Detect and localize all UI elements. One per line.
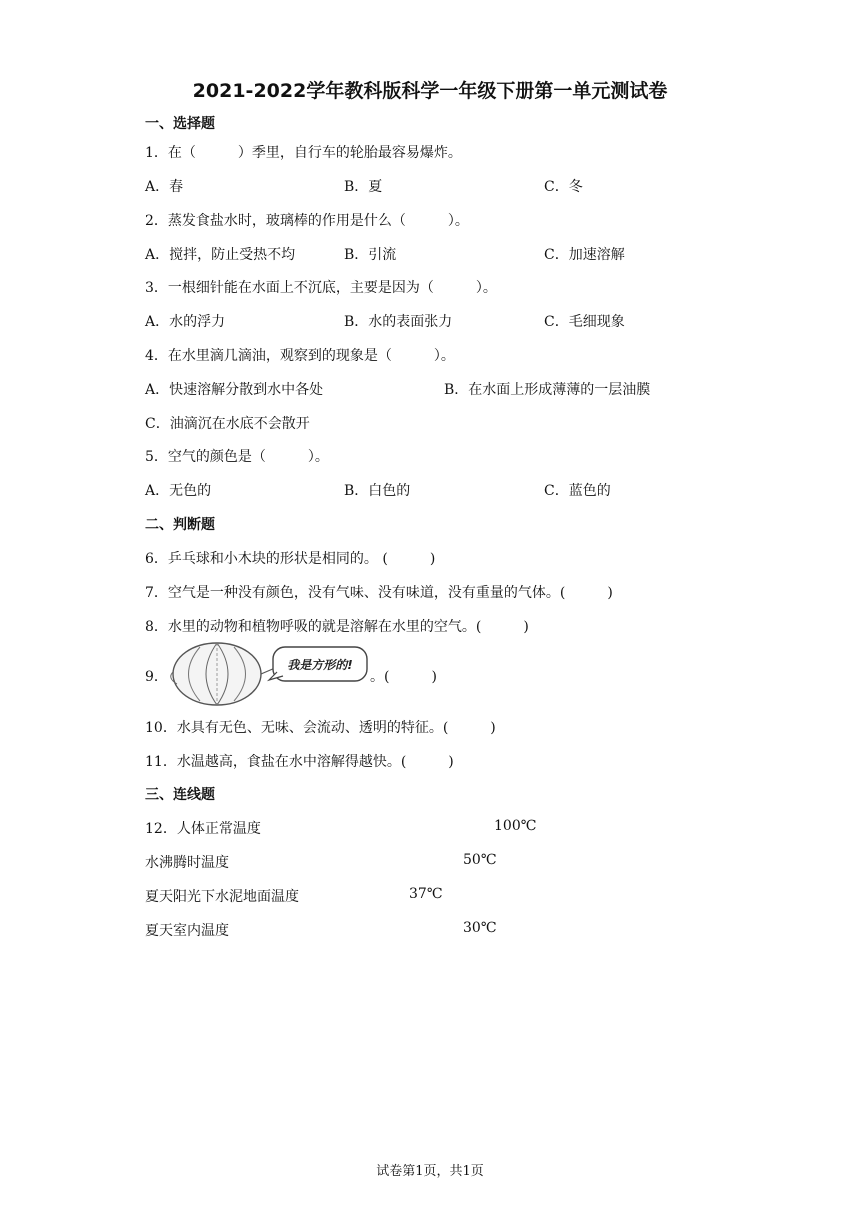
- q3-option-a: A．水的浮力: [145, 314, 226, 330]
- exam-title: 2021-2022学年教科版科学一年级下册第一单元测试卷: [192, 80, 668, 102]
- question-2: 2．蒸发食盐水时，玻璃棒的作用是什么（ ）。: [145, 213, 469, 229]
- section-judge-heading: 二、判断题: [145, 517, 215, 533]
- q2-option-a: A．搅拌，防止受热不均: [145, 247, 296, 263]
- question-4: 4．在水里滴几滴油，观察到的现象是（ ）。: [145, 348, 455, 364]
- section-choice-heading: 一、选择题: [145, 116, 215, 132]
- match-left-1: 12．人体正常温度: [145, 821, 261, 837]
- q5-option-b: B．白色的: [344, 483, 411, 499]
- q5-option-c: C．蓝色的: [544, 483, 611, 499]
- q3-option-b: B．水的表面张力: [344, 314, 453, 330]
- watermelon-illustration: [165, 638, 375, 708]
- match-right-2: 50℃: [463, 852, 497, 868]
- q2-option-c: C．加速溶解: [544, 247, 625, 263]
- q5-option-a: A．无色的: [145, 483, 212, 499]
- question-10: 10．水具有无色、无味、会流动、透明的特征。( ): [145, 720, 496, 736]
- question-8: 8．水里的动物和植物呼吸的就是溶解在水里的空气。( ): [145, 619, 529, 635]
- q4-option-a: A．快速溶解分散到水中各处: [145, 382, 324, 398]
- match-right-4: 30℃: [463, 920, 497, 936]
- q4-option-b: B．在水面上形成薄薄的一层油膜: [444, 382, 651, 398]
- match-left-2: 水沸腾时温度: [145, 855, 229, 871]
- section-match-heading: 三、连线题: [145, 787, 215, 803]
- question-5: 5．空气的颜色是（ ）。: [145, 449, 329, 465]
- question-7: 7．空气是一种没有颜色，没有气味、没有味道，没有重量的气体。( ): [145, 585, 613, 601]
- question-6: 6．乒乓球和小木块的形状是相同的。 ( ): [145, 551, 436, 567]
- q3-option-c: C．毛细现象: [544, 314, 625, 330]
- q1-option-b: B．夏: [344, 179, 383, 195]
- question-9-number: 9．: [145, 669, 168, 685]
- q2-option-b: B．引流: [344, 247, 397, 263]
- question-11: 11．水温越高，食盐在水中溶解得越快。( ): [145, 754, 454, 770]
- question-9-tail: 。( ): [370, 669, 437, 685]
- page-footer: 试卷第1页，共1页: [376, 1164, 484, 1179]
- speech-bubble-text: 我是方形的!: [287, 658, 353, 672]
- q4-option-c: C．油滴沉在水底不会散开: [145, 416, 310, 432]
- question-1: 1．在（ ）季里，自行车的轮胎最容易爆炸。: [145, 145, 462, 161]
- match-left-3: 夏天阳光下水泥地面温度: [145, 889, 299, 905]
- match-right-1: 100℃: [494, 818, 537, 834]
- q1-option-a: A．春: [145, 179, 184, 195]
- q1-option-c: C．冬: [544, 179, 583, 195]
- match-right-3: 37℃: [409, 886, 443, 902]
- question-3: 3．一根细针能在水面上不沉底，主要是因为（ ）。: [145, 280, 497, 296]
- match-left-4: 夏天室内温度: [145, 923, 229, 939]
